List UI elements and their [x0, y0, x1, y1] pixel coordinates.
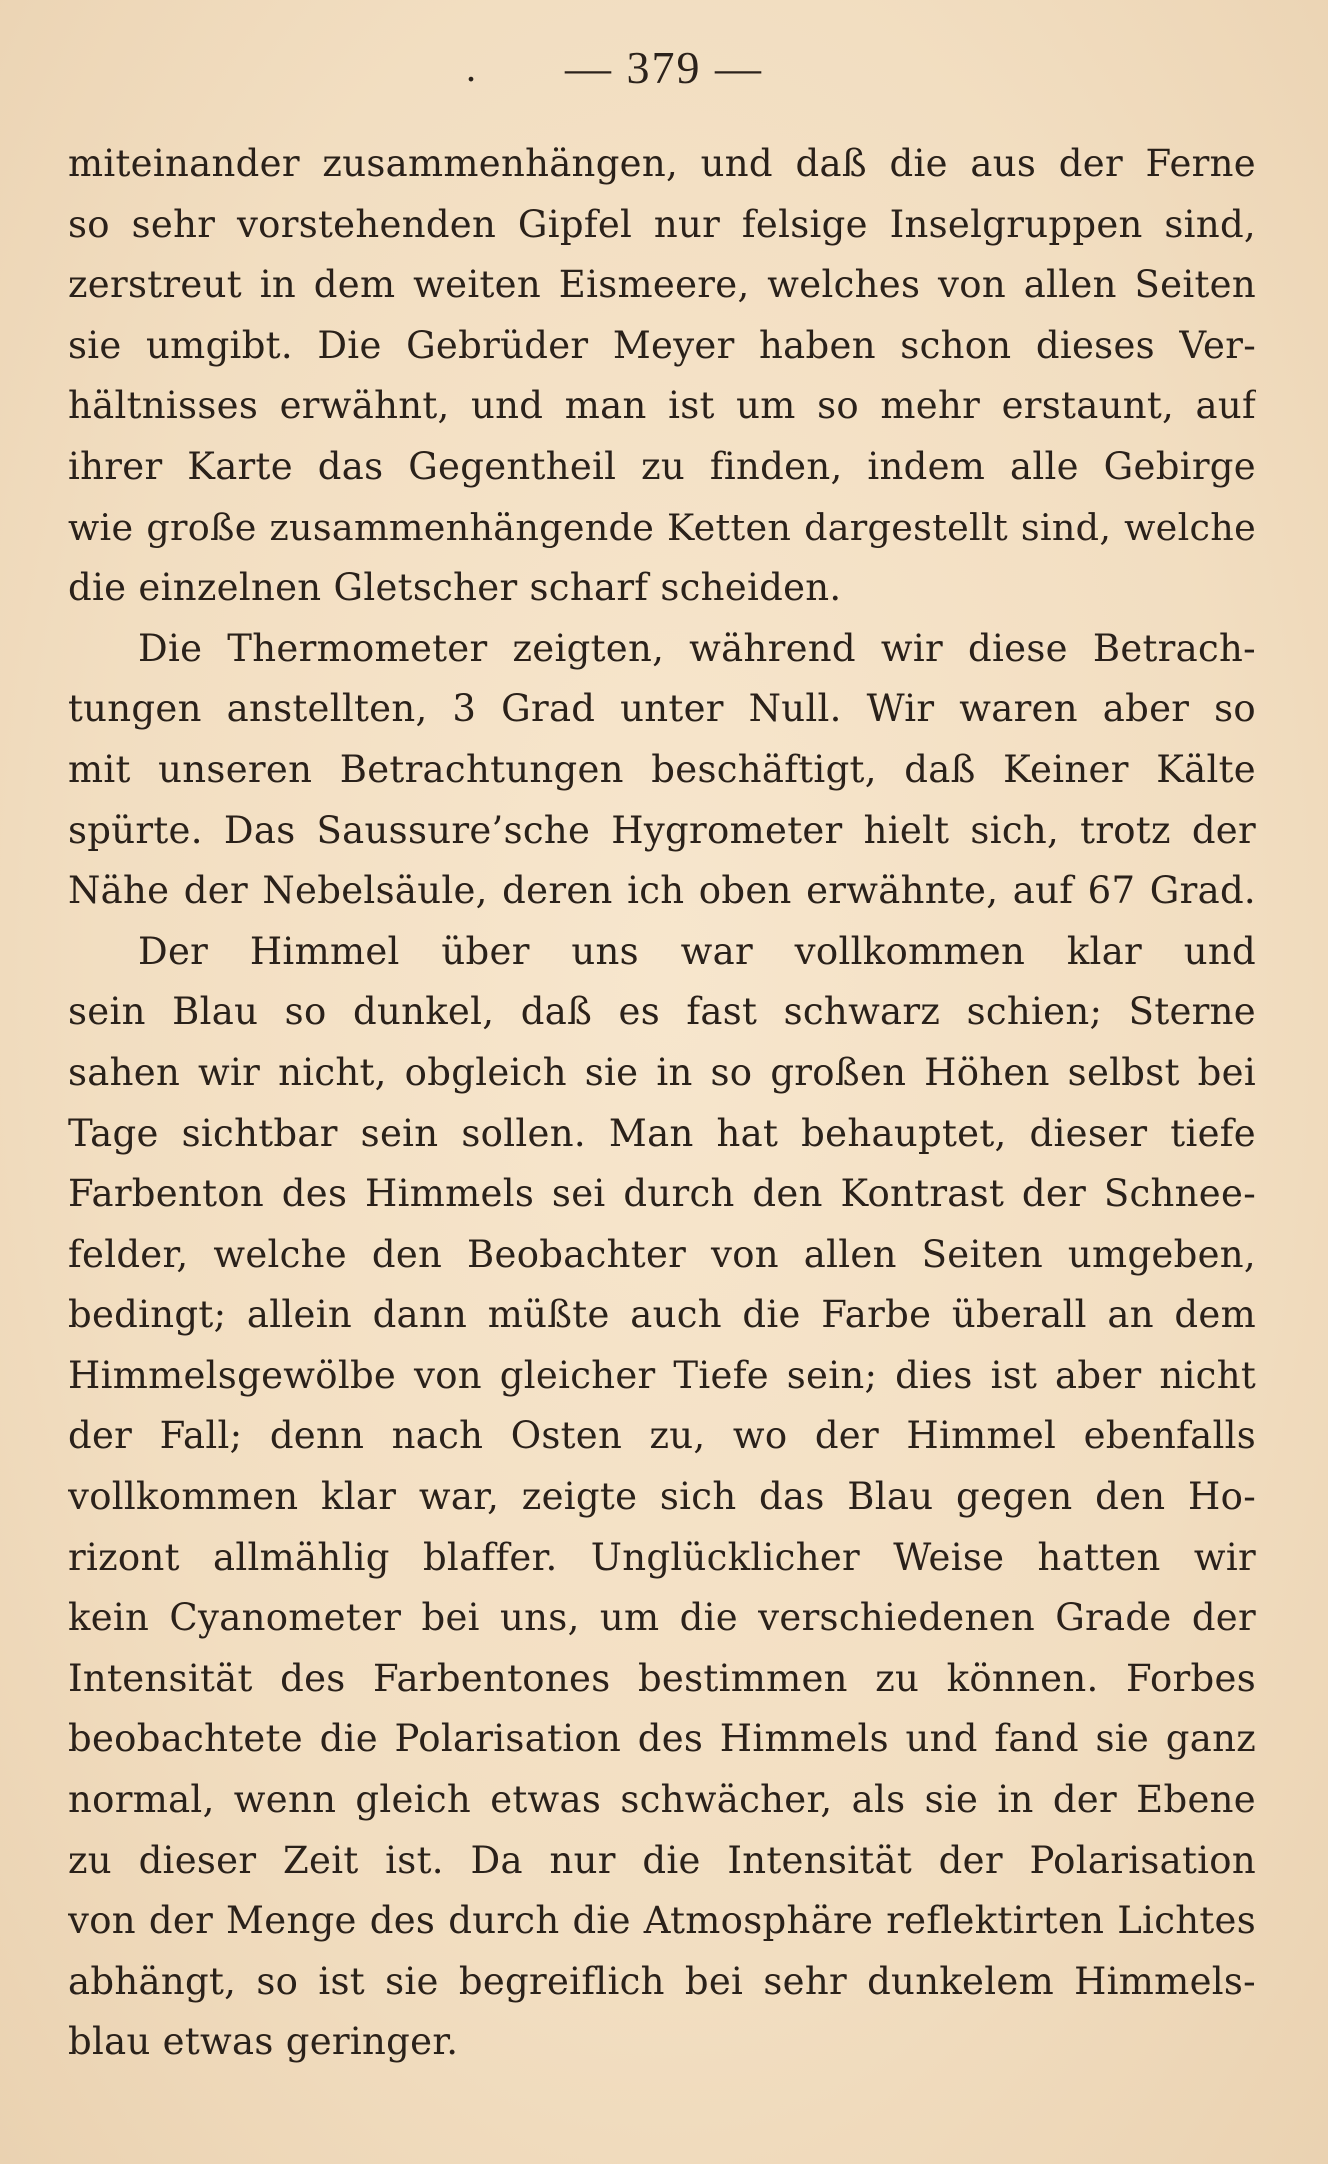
text-line: von der Menge des durch die Atmosphäre reflektirten Lichtes: [68, 1899, 1256, 1943]
text-line: Nähe der Nebelsäule, deren ich oben erwähnte, auf 67 Grad.: [68, 869, 1256, 913]
text-line: spürte. Das Saussure’sche Hygrometer hielt sich, trotz der: [68, 808, 1256, 852]
text-line: mit unseren Betrachtungen beschäftigt, daß Keiner Kälte: [68, 747, 1256, 791]
text-line: sein Blau so dunkel, daß es fast schwarz schien; Sterne: [68, 990, 1256, 1034]
header-mark: .: [466, 45, 478, 90]
text-line: hältnisses erwähnt, und man ist um so mehr erstaunt, auf: [68, 384, 1256, 428]
text-line: die einzelnen Gletscher scharf scheiden.: [68, 566, 842, 610]
text-line: felder, welche den Beobachter von allen Seiten umgeben,: [68, 1232, 1256, 1276]
text-line: Tage sichtbar sein sollen. Man hat behauptet, dieser tiefe: [68, 1111, 1256, 1155]
text-line: zu dieser Zeit ist. Da nur die Intensität der Polarisation: [68, 1838, 1256, 1882]
text-line: abhängt, so ist sie begreiflich bei sehr dunkelem Himmels-: [68, 1959, 1256, 2003]
text-line: normal, wenn gleich etwas schwächer, als sie in der Ebene: [68, 1778, 1256, 1822]
text-line: kein Cyanometer bei uns, um die verschiedenen Grade der: [68, 1596, 1256, 1640]
text-line: vollkommen klar war, zeigte sich das Blau gegen den Ho-: [68, 1475, 1256, 1519]
text-line: bedingt; allein dann müßte auch die Farbe überall an dem: [68, 1293, 1256, 1337]
text-line: wie große zusammenhängende Ketten dargestellt sind, welche: [68, 505, 1256, 549]
text-line: miteinander zusammenhängen, und daß die aus der Ferne: [68, 142, 1256, 185]
text-line: sahen wir nicht, obgleich sie in so großen Höhen selbst bei: [68, 1050, 1256, 1094]
text-line: zerstreut in dem weiten Eismeere, welches von allen Seiten: [68, 263, 1256, 307]
text-line: sie umgibt. Die Gebrüder Meyer haben schon dieses Ver-: [68, 323, 1256, 367]
text-line: beobachtete die Polarisation des Himmels und fand sie ganz: [68, 1717, 1256, 1761]
text-line: Der Himmel über uns war vollkommen klar und: [138, 929, 1256, 973]
text-line: so sehr vorstehenden Gipfel nur felsige Inselgruppen sind,: [68, 202, 1256, 246]
text-line: Die Thermometer zeigten, während wir diese Betrach-: [138, 626, 1256, 670]
text-line: blau etwas geringer.: [68, 2020, 459, 2064]
text-line: tungen anstellten, 3 Grad unter Null. Wir waren aber so: [68, 687, 1256, 731]
text-line: der Fall; denn nach Osten zu, wo der Himmel ebenfalls: [68, 1414, 1256, 1458]
text-line: Himmelsgewölbe von gleicher Tiefe sein; dies ist aber nicht: [68, 1353, 1256, 1397]
body-text: [68, 134, 1256, 2073]
text-line: Intensität des Farbentones bestimmen zu können. Forbes: [68, 1656, 1256, 1700]
page-number: — 379 —: [565, 42, 763, 93]
text-line: ihrer Karte das Gegentheil zu finden, indem alle Gebirge: [68, 444, 1256, 488]
text-line: Farbenton des Himmels sei durch den Kontrast der Schnee-: [68, 1172, 1256, 1216]
page-header: [0, 36, 1328, 100]
text-line: rizont allmählig blaffer. Unglücklicher Weise hatten wir: [68, 1535, 1256, 1579]
